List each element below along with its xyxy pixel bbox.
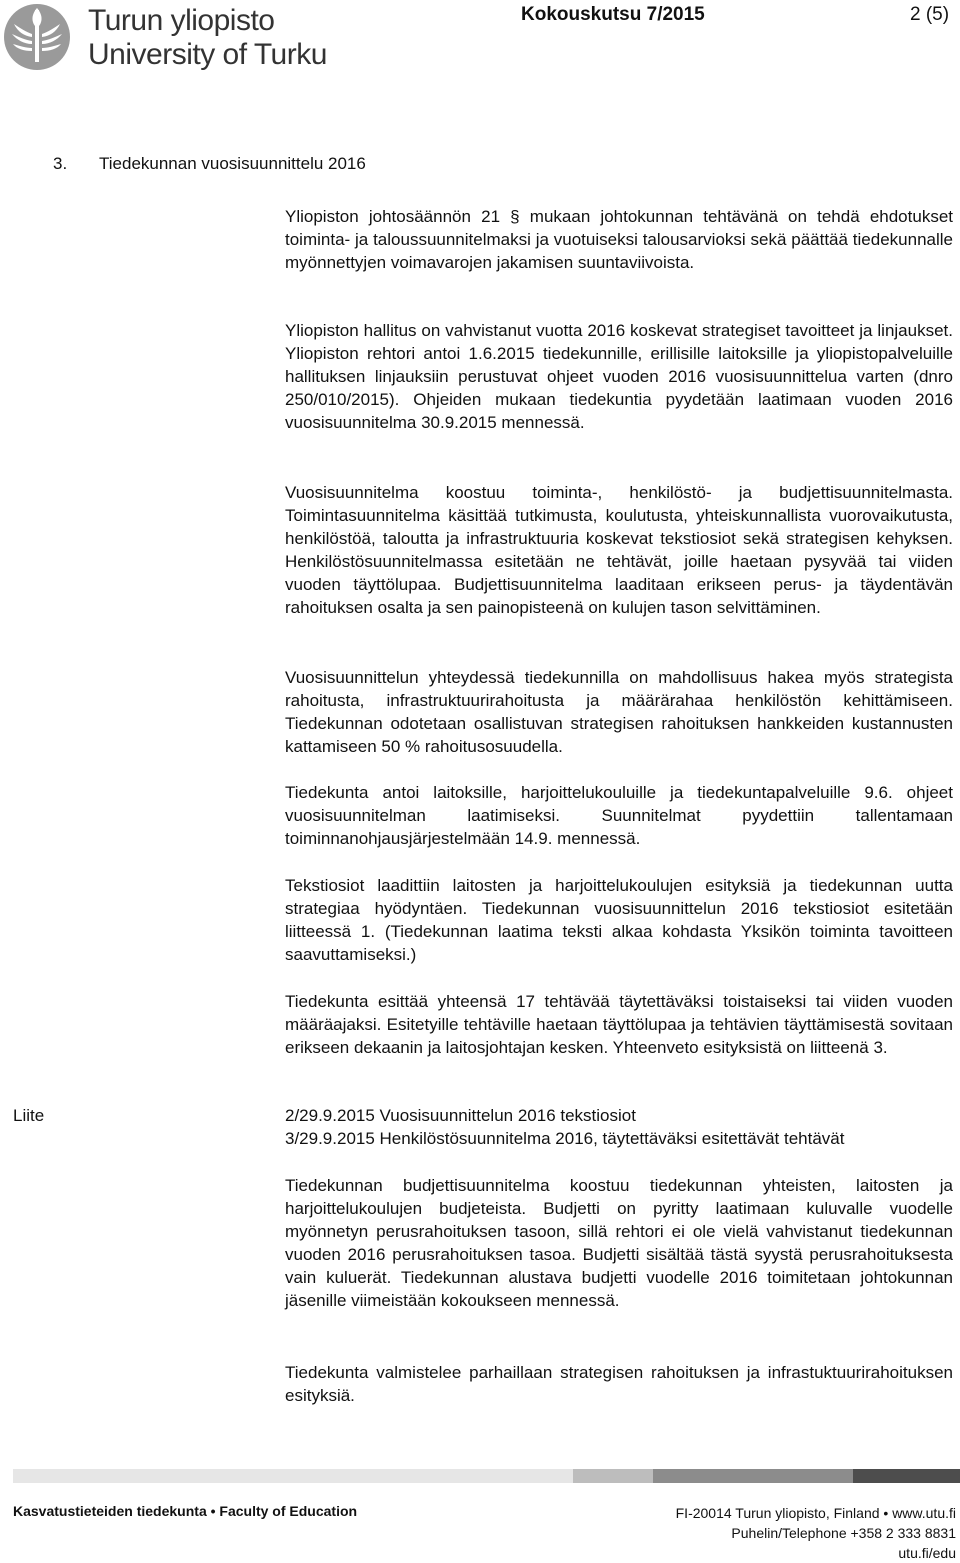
- attachment-item: 2/29.9.2015 Vuosisuunnittelun 2016 tekstiosiot: [285, 1106, 636, 1125]
- footer-web: utu.fi/edu: [898, 1545, 956, 1561]
- section-heading: [53, 154, 366, 174]
- paragraph-9: Tiedekunta valmistelee parhaillaan strategisen rahoituksen ja infrastuktuurirahoituksen esityksiä.: [285, 1363, 953, 1405]
- paragraph-8: Tiedekunnan budjettisuunnitelma koostuu tiedekunnan yhteisten, laitosten ja harjoittelukoulujen budjeteista. Budjetti on pyritty laatimaan kuluvalle vuodelle myönnetyn perusrahoituksen tasoon, sillä rehtori ei ole vielä vahvistanut tiedekunnan vuoden 2016 perusrahoituksen tasoa. Budjetti sisältää tästä syystä perusrahoituksesta vain kuluerät. Tiedekunnan alustava budjetti vuodelle 2016 toimitetaan johtokunnan jäsenille viimeistään kokoukseen mennessä.: [285, 1176, 953, 1310]
- footer-bar-segment: [573, 1469, 653, 1483]
- footer-contact: [676, 1503, 956, 1563]
- logo-text-en: University of Turku: [88, 38, 327, 71]
- attachment-item: 3/29.9.2015 Henkilöstösuunnitelma 2016, täytettäväksi esitettävät tehtävät: [285, 1129, 845, 1148]
- footer-phone: Puhelin/Telephone +358 2 333 8831: [731, 1525, 956, 1541]
- footer-bar-segment: [653, 1469, 853, 1483]
- attachment-label: Liite: [13, 1106, 45, 1125]
- paragraph-3: Vuosisuunnitelma koostuu toiminta-, henkilöstö- ja budjettisuunnitelmasta. Toimintasuunnitelma käsittää tutkimusta, koulutusta, yhteiskunnallista vuorovaikutusta, henkilöstöä, taloutta ja infrastruktuuria koskevat tekstiosiot sekä strategisen kehyksen. Henkilöstösuunnitelmassa esitetään ne tehtävät, joille haetaan pysyvää tai viiden vuoden täyttölupaa. Budjettisuunnitelma laaditaan erikseen perus- ja täydentävän rahoituksen osalta ja sen painopisteenä on kulujen tason selvittäminen.: [285, 483, 953, 617]
- paragraph-5: Tiedekunta antoi laitoksille, harjoittelukouluille ja tiedekuntapalveluille 9.6. ohjeet vuosisuunnitelman laatimiseksi. Suunnitelmat pyydettiin tallentamaan toiminnanohjausjärjestelmään 14.9. mennessä.: [285, 783, 953, 848]
- section-title: Tiedekunnan vuosisuunnittelu 2016: [99, 154, 366, 173]
- paragraph-1: Yliopiston johtosäännön 21 § mukaan johtokunnan tehtävänä on tehdä ehdotukset toiminta- ja taloussuunnitelmaksi ja vuotuiseksi talousarvioksi sekä päättää tiedekunnalle myönnettyjen voimavarojen jakamisen suuntaviivoista.: [285, 207, 953, 272]
- paragraph-4: Vuosisuunnittelun yhteydessä tiedekunnilla on mahdollisuus hakea myös strategista rahoitusta, infrastruktuurirahoitusta ja määrärahaa henkilöstön kehittämiseen. Tiedekunnan odotetaan osallistuvan strategisen rahoituksen hankkeiden kustannusten kattamiseen 50 % rahoitusosuudella.: [285, 668, 953, 756]
- university-logo: [0, 0, 327, 80]
- footer-bar-segment: [853, 1469, 960, 1483]
- footer-faculty: Kasvatustieteiden tiedekunta • Faculty of Education: [13, 1503, 358, 1519]
- paragraph-2: Yliopiston hallitus on vahvistanut vuotta 2016 koskevat strategiset tavoitteet ja linjaukset. Yliopiston rehtori antoi 1.6.2015 tiedekunnille, erillisille laitoksille ja yliopistopalveluille hallituksen linjauksiin perustuvat ohjeet vuoden 2016 vuosisuunnittelua varten (dnro 250/010/2015). Ohjeiden mukaan tiedekuntia pyydetään laatimaan vuoden 2016 vuosisuunnitelma 30.9.2015 mennessä.: [285, 321, 953, 432]
- paragraph-6: Tekstiosiot laadittiin laitosten ja harjoittelukoulujen esityksiä ja tiedekunnan uutta strategiaa hyödyntäen. Tiedekunnan vuosisuunnittelun 2016 tekstiosiot esitetään liitteessä 1. (Tiedekunnan laatima teksti alkaa kohdasta Yksikön toiminta tavoitteen saavuttamiseksi.): [285, 876, 953, 964]
- logo-text-fi: Turun yliopisto: [88, 4, 275, 37]
- torch-emblem-icon: [2, 2, 72, 72]
- page-number: 2 (5): [910, 4, 950, 25]
- document-title: Kokouskutsu 7/2015: [521, 4, 705, 25]
- paragraph-7: Tiedekunta esittää yhteensä 17 tehtävää täytettäväksi toistaiseksi tai viiden vuoden määräajaksi. Esitetyille tehtäville haetaan täyttölupaa ja tehtävien täyttämisestä sovitaan erikseen dekaanin ja laitosjohtajan kesken. Yhteenveto esityksistä on liitteenä 3.: [285, 992, 953, 1057]
- footer-color-bar: [13, 1469, 960, 1483]
- section-number: 3.: [53, 154, 68, 173]
- footer-bar-segment: [13, 1469, 573, 1483]
- footer-address: FI-20014 Turun yliopisto, Finland • www.utu.fi: [675, 1505, 956, 1521]
